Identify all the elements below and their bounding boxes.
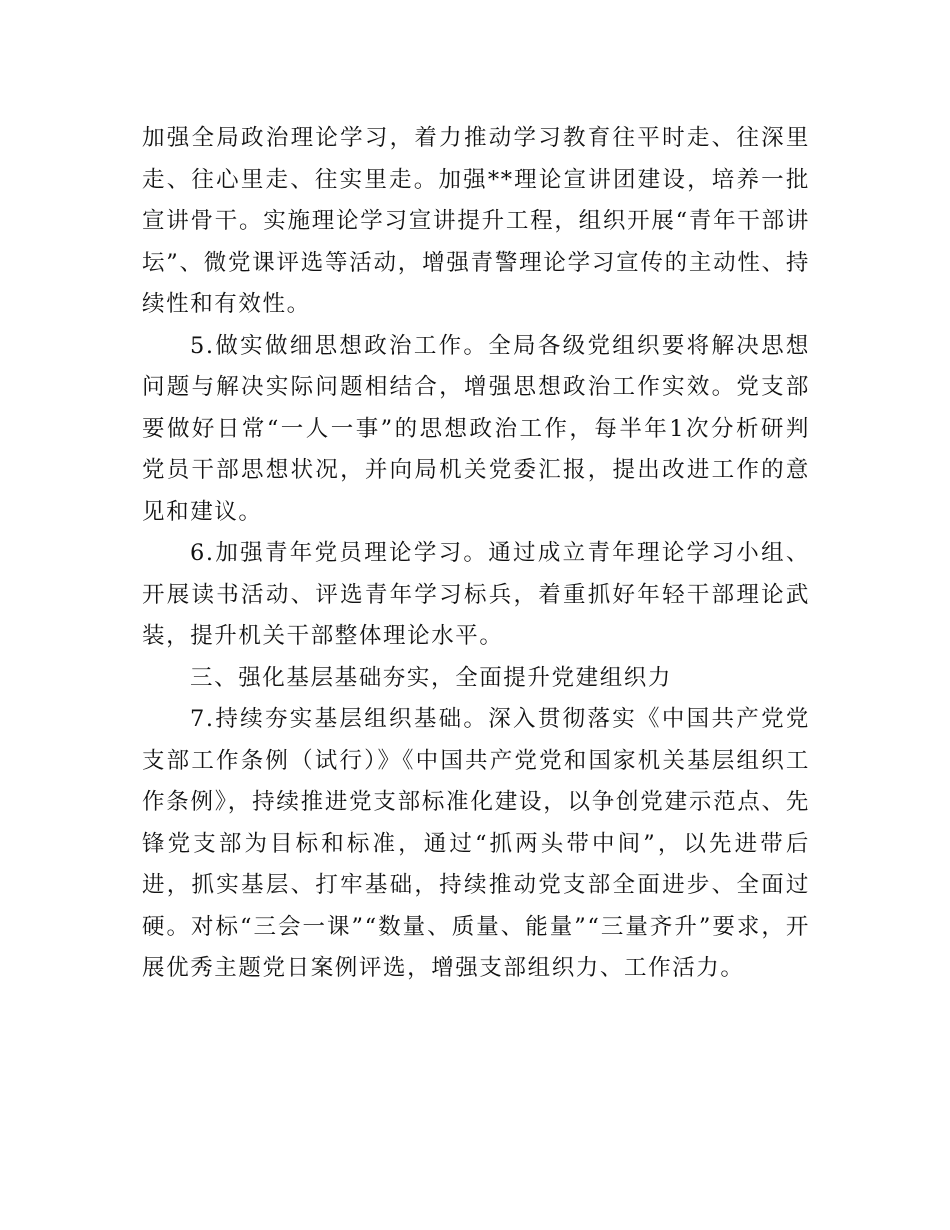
document-body [142,118,810,990]
paragraph-item-6: 6.加强青年党员理论学习。通过成立青年理论学习小组、开展读书活动、评选青年学习标兵，着重抓好年轻干部理论武装，提升机关干部整体理论水平。 [142,540,810,649]
paragraph-theory-study-continued: 加强全局政治理论学习，着力推动学习教育往平时走、往深里走、往心里走、往实里走。加强**理论宣讲团建设，培养一批宣讲骨干。实施理论学习宣讲提升工程，组织开展“青年干部讲坛”、微党课评选等活动，增强青警理论学习宣传的主动性、持续性和有效性。 [142,125,810,317]
paragraph-item-7: 7.持续夯实基层组织基础。深入贯彻落实《中国共产党党支部工作条例（试行）》《中国共产党党和国家机关基层组织工作条例》，持续推进党支部标准化建设，以争创党建示范点、先锋党支部为目标和标准，通过“抓两头带中间”，以先进带后进，抓实基层、打牢基础，持续推动党支部全面进步、全面过硬。对标“三会一课”“数量、质量、能量”“三量齐升”要求，开展优秀主题党日案例评选，增强支部组织力、工作活力。 [142,706,810,981]
section-heading-3: 三、强化基层基础夯实，全面提升党建组织力 [190,664,673,691]
paragraph-item-5: 5.做实做细思想政治工作。全局各级党组织要将解决思想问题与解决实际问题相结合，增强思想政治工作实效。党支部要做好日常“一人一事”的思想政治工作，每半年1次分析研判党员干部思想状况，并向局机关党委汇报，提出改进工作的意见和建议。 [142,332,810,525]
